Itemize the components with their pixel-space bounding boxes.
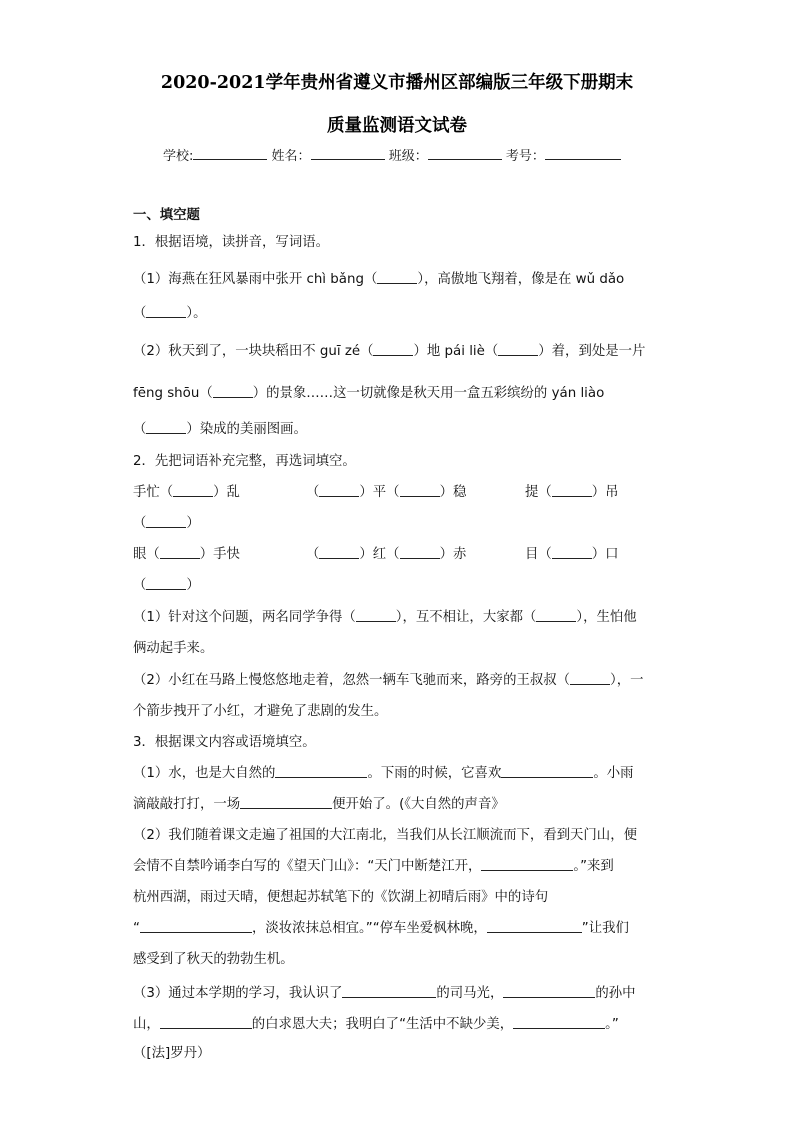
q2-line: （2）小红在马路上慢悠悠地走着，忽然一辆车飞驰而来，路旁的王叔叔（ ），一 — [133, 673, 644, 688]
answer-blank[interactable] — [173, 484, 213, 497]
q3-line: 滴敲敲打打，一场 便开始了。(《大自然的声音》 — [133, 797, 505, 812]
q2-line: 个箭步拽开了小红，才避免了悲剧的发生。 — [133, 704, 388, 719]
q3-line: （2）我们随着课文走遍了祖国的大江南北，当我们从长江顺流而下，看到天门山，便 — [133, 828, 637, 843]
answer-blank[interactable] — [570, 672, 610, 685]
q1-line: （ ）。 — [133, 306, 207, 321]
student-info-row — [163, 145, 621, 164]
q1-line: （2）秋天到了，一块块稻田不 guī zé（ ）地 pái liè（ ）着，到处是一片 — [133, 344, 646, 359]
answer-blank[interactable] — [400, 484, 440, 497]
answer-blank[interactable] — [400, 546, 440, 559]
q1-line: （ ）染成的美丽图画。 — [133, 422, 307, 437]
answer-blank[interactable] — [481, 858, 573, 871]
school-field[interactable] — [193, 146, 267, 160]
q3-line: “ ，淡妆浓抹总相宜。”“停车坐爱枫林晚， ”让我们 — [133, 921, 629, 936]
answer-blank[interactable] — [160, 1016, 252, 1029]
q3-line: （3）通过本学期的学习，我认识了 的司马光， 的孙中 — [133, 986, 636, 1001]
answer-blank[interactable] — [377, 271, 417, 284]
idiom-item: （ ）红（ ）赤 — [306, 547, 467, 562]
school-label: 学校: — [163, 149, 194, 164]
class-field[interactable] — [428, 146, 502, 160]
answer-blank[interactable] — [552, 484, 592, 497]
idiom-item: （ ） — [133, 516, 200, 531]
answer-blank[interactable] — [146, 515, 186, 528]
name-field[interactable] — [311, 146, 385, 160]
answer-blank[interactable] — [552, 546, 592, 559]
answer-blank[interactable] — [356, 609, 396, 622]
q3-line: 会情不自禁吟诵李白写的《望天门山》：“天门中断楚江开， 。”来到 — [133, 859, 614, 874]
idiom-item: （ ） — [133, 578, 200, 593]
q3-line: 杭州西湖，雨过天晴，便想起苏轼笔下的《饮湖上初晴后雨》中的诗句 — [133, 890, 549, 905]
answer-blank[interactable] — [319, 546, 359, 559]
idiom-item: 目（ ）口 — [525, 547, 619, 562]
answer-blank[interactable] — [342, 985, 436, 998]
answer-blank[interactable] — [213, 385, 253, 398]
q1-line: （1）海燕在狂风暴雨中张开 chì bǎng（ ），高傲地飞翔着，像是在 wǔ dǎo — [133, 272, 625, 287]
idiom-item: 提（ ）吊 — [525, 485, 619, 500]
answer-blank[interactable] — [487, 920, 582, 933]
answer-blank[interactable] — [146, 305, 186, 318]
answer-blank[interactable] — [501, 765, 593, 778]
section-heading: 一、填空题 — [133, 208, 200, 223]
name-label: 姓名： — [271, 149, 311, 164]
idiom-item: 手忙（ ）乱 — [133, 485, 240, 500]
title-line-1: 2020-2021学年贵州省遵义市播州区部编版三年级下册期末 — [160, 73, 634, 93]
q1-stem: 1．根据语境，读拼音，写词语。 — [133, 235, 329, 250]
idiom-item: 眼（ ）手快 — [133, 547, 240, 562]
answer-blank[interactable] — [373, 343, 413, 356]
q2-stem: 2．先把词语补充完整，再选词填空。 — [133, 454, 356, 469]
answer-blank[interactable] — [146, 577, 186, 590]
answer-blank[interactable] — [146, 421, 186, 434]
class-label: 班级： — [388, 149, 428, 164]
number-label: 考号： — [505, 149, 545, 164]
q2-line: 俩动起手来。 — [133, 641, 214, 656]
idiom-item: （ ）平（ ）稳 — [306, 485, 467, 500]
answer-blank[interactable] — [513, 1016, 605, 1029]
answer-blank[interactable] — [275, 765, 367, 778]
answer-blank[interactable] — [140, 920, 252, 933]
answer-blank[interactable] — [160, 546, 200, 559]
q2-line: （1）针对这个问题，两名同学争得（ ），互不相让，大家都（ ），生怕他 — [133, 610, 637, 625]
answer-blank[interactable] — [503, 985, 595, 998]
q3-line: （1）水，也是大自然的 。下雨的时候，它喜欢 。小雨 — [133, 766, 634, 781]
number-field[interactable] — [545, 146, 621, 160]
answer-blank[interactable] — [498, 343, 538, 356]
answer-blank[interactable] — [319, 484, 359, 497]
q3-stem: 3．根据课文内容或语境填空。 — [133, 735, 316, 750]
q3-line: 山， 的白求恩大夫；我明白了“生活中不缺少美， 。” — [133, 1017, 619, 1032]
q1-line: fēng shōu（ ）的景象……这一切就像是秋天用一盒五彩缤纷的 yán liào — [133, 386, 605, 401]
q3-line: 感受到了秋天的勃勃生机。 — [133, 952, 294, 967]
answer-blank[interactable] — [240, 796, 332, 809]
q3-line: （[法]罗丹） — [133, 1046, 211, 1061]
title-line-2: 质量监测语文试卷 — [327, 116, 467, 136]
answer-blank[interactable] — [536, 609, 576, 622]
